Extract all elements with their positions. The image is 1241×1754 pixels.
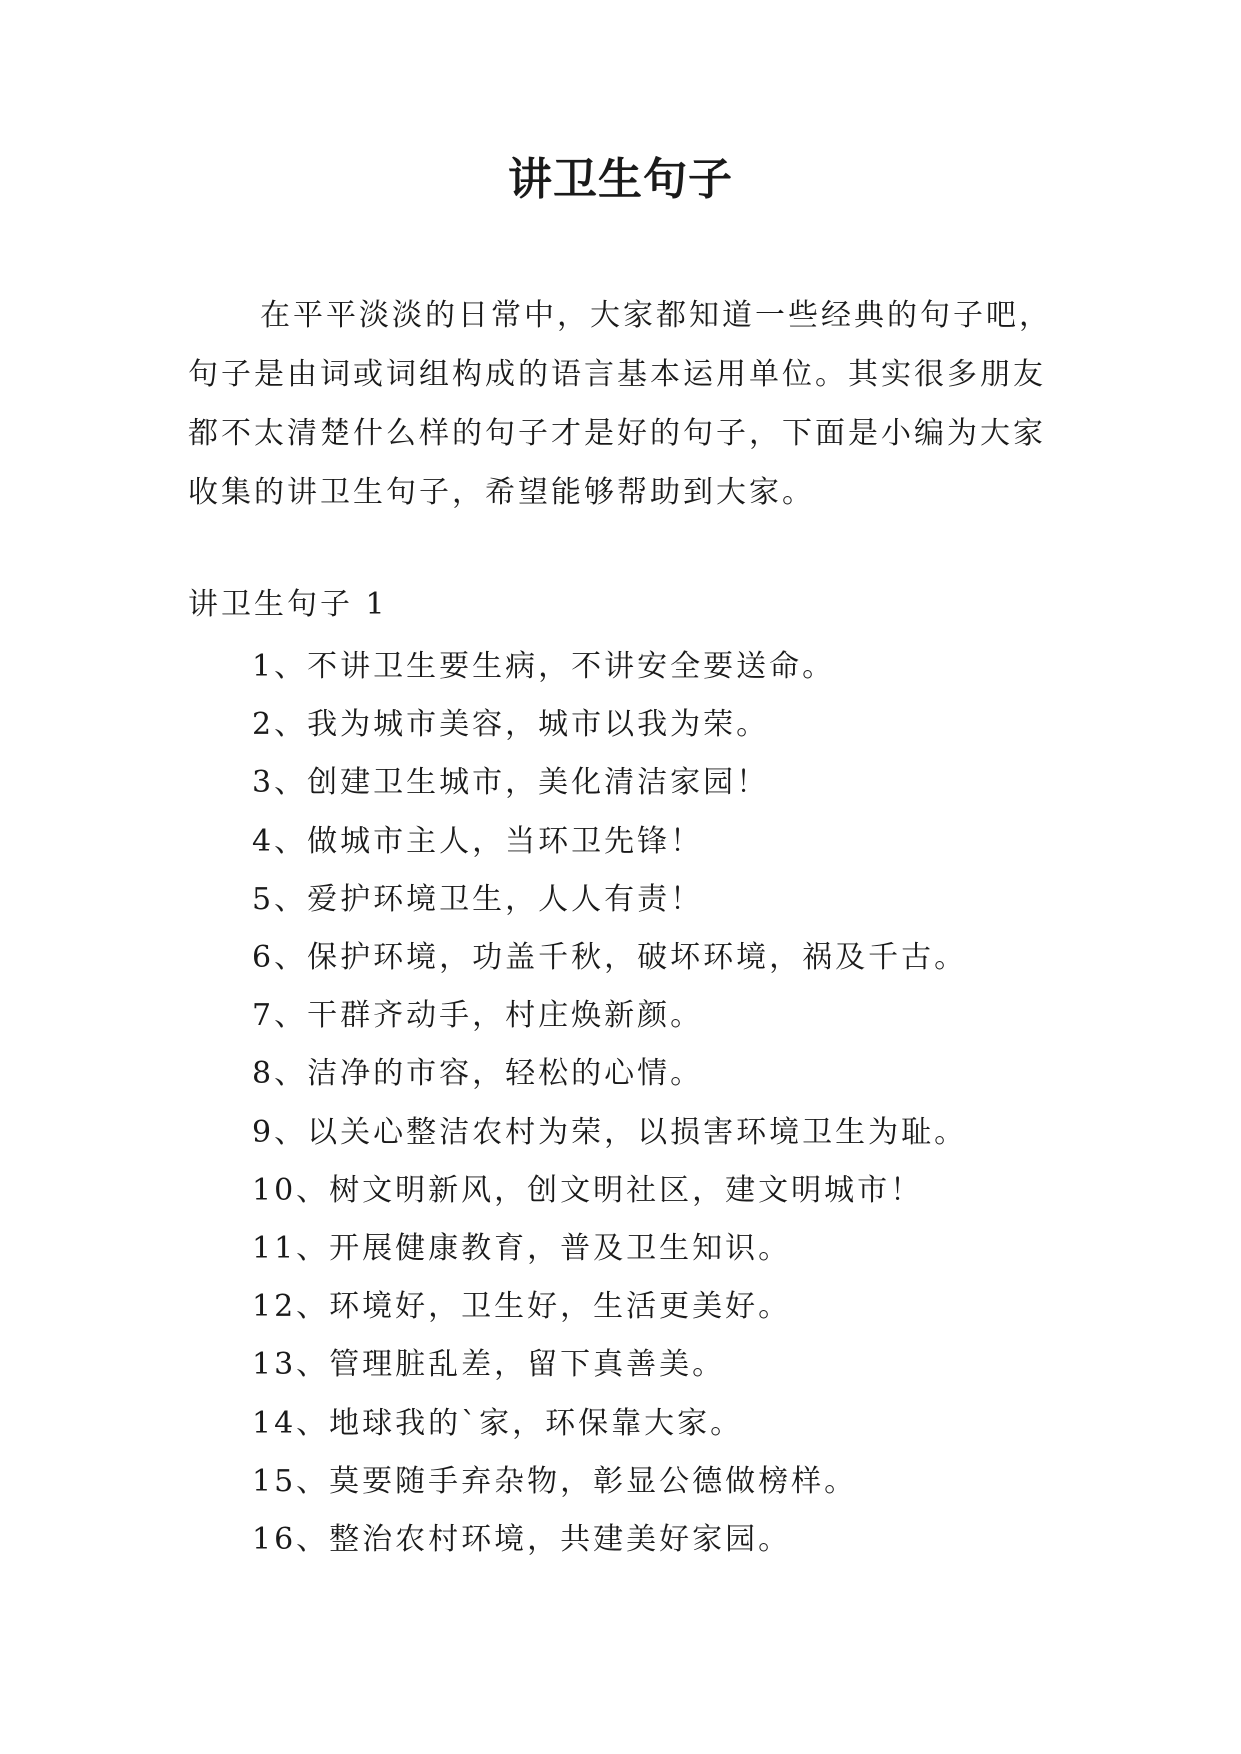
list-item: 3、创建卫生城市，美化清洁家园！ <box>252 765 770 801</box>
intro-paragraph: 在平平淡淡的日常中，大家都知道一些经典的句子吧，句子是由词或词组构成的语言基本运用单位。其实很多朋友都不太清楚什么样的句子才是好的句子，下面是小编为大家收集的讲卫生句子，希望能够帮助到大家。 <box>188 298 1052 510</box>
list-item: 15、莫要随手弃杂物，彰显公德做榜样。 <box>252 1463 858 1499</box>
list-item: 1、不讲卫生要生病，不讲安全要送命。 <box>252 649 836 684</box>
list-item: 5、爱护环境卫生，人人有责！ <box>252 881 704 917</box>
list-item: 8、洁净的市容，轻松的心情。 <box>252 1056 704 1092</box>
list-item: 11、开展健康教育，普及卫生知识。 <box>252 1231 792 1267</box>
list-item: 12、环境好，卫生好，生活更美好。 <box>252 1289 792 1325</box>
list-item: 13、管理脏乱差，留下真善美。 <box>252 1347 726 1383</box>
document-title: 讲卫生句子 <box>508 154 733 205</box>
list-item: 14、地球我的`家，环保靠大家。 <box>252 1405 744 1441</box>
list-item: 2、我为城市美容，城市以我为荣。 <box>252 707 770 743</box>
list-item: 16、整治农村环境，共建美好家园。 <box>252 1522 792 1558</box>
list-item: 7、干群齐动手，村庄焕新颜。 <box>252 998 704 1034</box>
list-item: 10、树文明新风，创文明社区，建文明城市！ <box>252 1172 924 1208</box>
section-heading: 讲卫生句子 1 <box>188 587 388 622</box>
list-item: 4、做城市主人，当环卫先锋！ <box>252 823 704 859</box>
list-item: 6、保护环境，功盖千秋，破坏环境，祸及千古。 <box>252 940 968 976</box>
list-item: 9、以关心整洁农村为荣，以损害环境卫生为耻。 <box>252 1114 968 1150</box>
sentence-list <box>252 638 1152 1569</box>
